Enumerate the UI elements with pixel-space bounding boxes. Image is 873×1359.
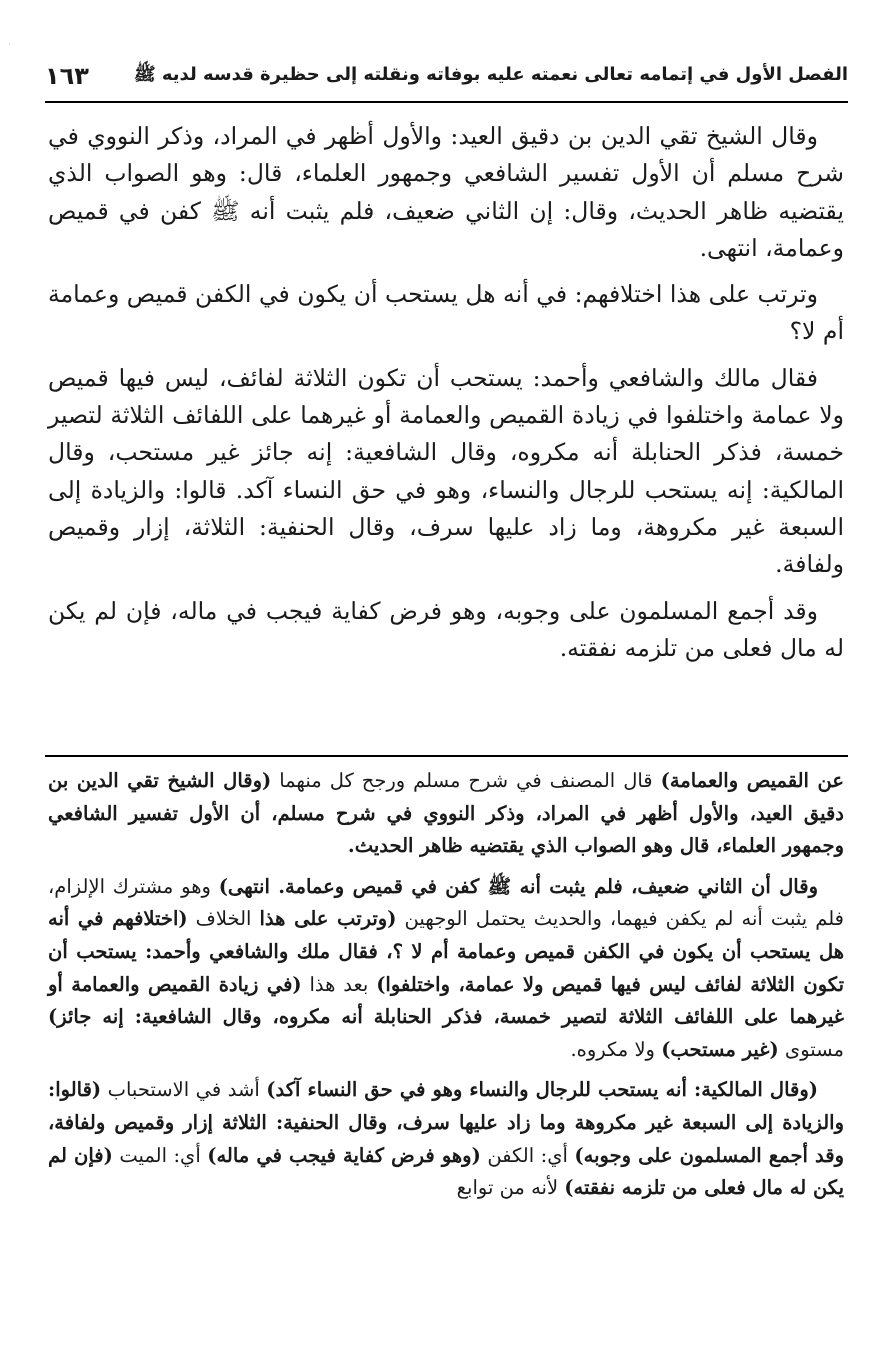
commentary-divider: [45, 755, 848, 757]
commentary-quoted-text: (قالوا: والزيادة إلى السبعة غير مكروهة وما زاد عليها سرف، وقال الحنفية: الثلاثة إزار وقميص ولفافة، وقد أجمع المسلمون على وجوبه): [48, 1078, 844, 1167]
commentary-gloss-text: مستوى: [778, 1037, 844, 1061]
header-rule: [45, 101, 848, 103]
commentary-gloss-text: ولا مكروه.: [570, 1037, 662, 1061]
commentary-gloss-text: أي: الميت: [112, 1143, 208, 1167]
commentary-gloss-text: وهو مشترك الإلزام، فلم يثبت أنه لم يكفن فيهما، والحديث يحتمل الوجهين: [48, 874, 844, 931]
commentary-quoted-text: (وقال المالكية: أنه يستحب للرجال والنساء وهو في حق النساء آكد): [266, 1078, 818, 1102]
margin-mark: ·: [8, 40, 11, 50]
commentary-quoted-text: وقال أن الثاني ضعيف، فلم يثبت أنه ﷺ كفن في قميص وعمامة. انتهى): [218, 874, 818, 898]
main-paragraph: وترتب على هذا اختلافهم: في أنه هل يستحب أن يكون في الكفن قميص وعمامة أم لا؟: [48, 280, 844, 346]
commentary-gloss-text: أشد في الاستحباب: [101, 1078, 267, 1102]
commentary-quoted-text: (فإن لم يكن له مال فعلى من تلزمه نفقته): [48, 1143, 844, 1200]
main-text: [48, 118, 844, 676]
commentary-quoted-text: (في زيادة القميص والعمامة أو غيرهما على اللفائف الثلاثة لتصير خمسة، فذكر الحنابلة أنه مكروه، وقال الشافعية: إنه جائز): [48, 972, 844, 1029]
commentary-quoted-text: (وهو فرض كفاية فيجب في ماله): [207, 1143, 481, 1167]
main-paragraph: فقال مالك والشافعي وأحمد: يستحب أن تكون الثلاثة لفائف، ليس فيها قميص ولا عمامة واختلفوا في زيادة القميص والعمامة أو غيرهما على اللفائف الثلاثة لتصير خمسة، فذكر الحنابلة أنه مكروه، وقال الشافعية: إنه جائز غير مستحب، وقال المالكية: إنه يستحب للرجال والنساء، وهو في حق النساء آكد. قالوا: والزيادة إلى السبعة غير مكروهة، وما زاد عليها سرف، وقال الحنفية: الثلاثة، إزار وقميص ولفافة.: [48, 363, 844, 579]
main-paragraph: وقال الشيخ تقي الدين بن دقيق العيد: والأول أظهر في المراد، وذكر النووي في شرح مسلم أن الأول تفسير الشافعي وجمهور العلماء، قال: وهو الصواب الذي يقتضيه ظاهر الحديث، وقال: إن الثاني ضعيف، فلم يثبت أنه ﷺ كفن في قميص وعمامة، انتهى.: [48, 122, 844, 262]
commentary-quoted-text: (اختلافهم في أنه هل يستحب أن يكون في الكفن قميص وعمامة أم لا ؟، فقال ملك والشافعي وأحمد: يستحب أن تكون الثلاثة لفائف ليس فيها قميص ولا عمامة، واختلفوا): [48, 907, 844, 996]
commentary: [48, 765, 844, 1213]
page-number: ١٦٣: [45, 62, 89, 90]
main-paragraph: وقد أجمع المسلمون على وجوبه، وهو فرض كفاية فيجب في ماله، فإن لم يكن له مال فعلى من تلزمه نفقته.: [48, 596, 844, 662]
running-header: [45, 56, 848, 96]
commentary-quoted-text: (غير مستحب): [661, 1037, 779, 1061]
commentary-gloss-text: بعد هذا: [301, 972, 377, 996]
commentary-gloss-text: لأنه من توابع: [456, 1176, 565, 1200]
commentary-paragraph: [48, 765, 844, 863]
commentary-gloss-text: أي: الكفن: [480, 1143, 575, 1167]
commentary-paragraph: [48, 1074, 844, 1204]
commentary-gloss-text: قال المصنف في شرح مسلم ورجح كل منهما: [271, 769, 661, 792]
running-title: الفصل الأول في إتمامه تعالى نعمته عليه بوفاته ونقلته إلى حظيرة قدسه لديه ﷺ: [133, 64, 848, 85]
commentary-quoted-text: (وترتب على هذا: [259, 907, 397, 931]
commentary-gloss-text: الخلاف: [187, 907, 260, 931]
commentary-paragraph: [48, 871, 844, 1067]
commentary-quoted-text: (وقال الشيخ تقي الدين بن دقيق العيد، والأول أظهر في المراد، وذكر النووي في شرح مسلم، أن الأول تفسير الشافعي وجمهور العلماء، قال وهو الصواب الذي يقتضيه ظاهر الحديث.: [48, 769, 844, 858]
commentary-quoted-text: عن القميص والعمامة): [660, 769, 845, 792]
